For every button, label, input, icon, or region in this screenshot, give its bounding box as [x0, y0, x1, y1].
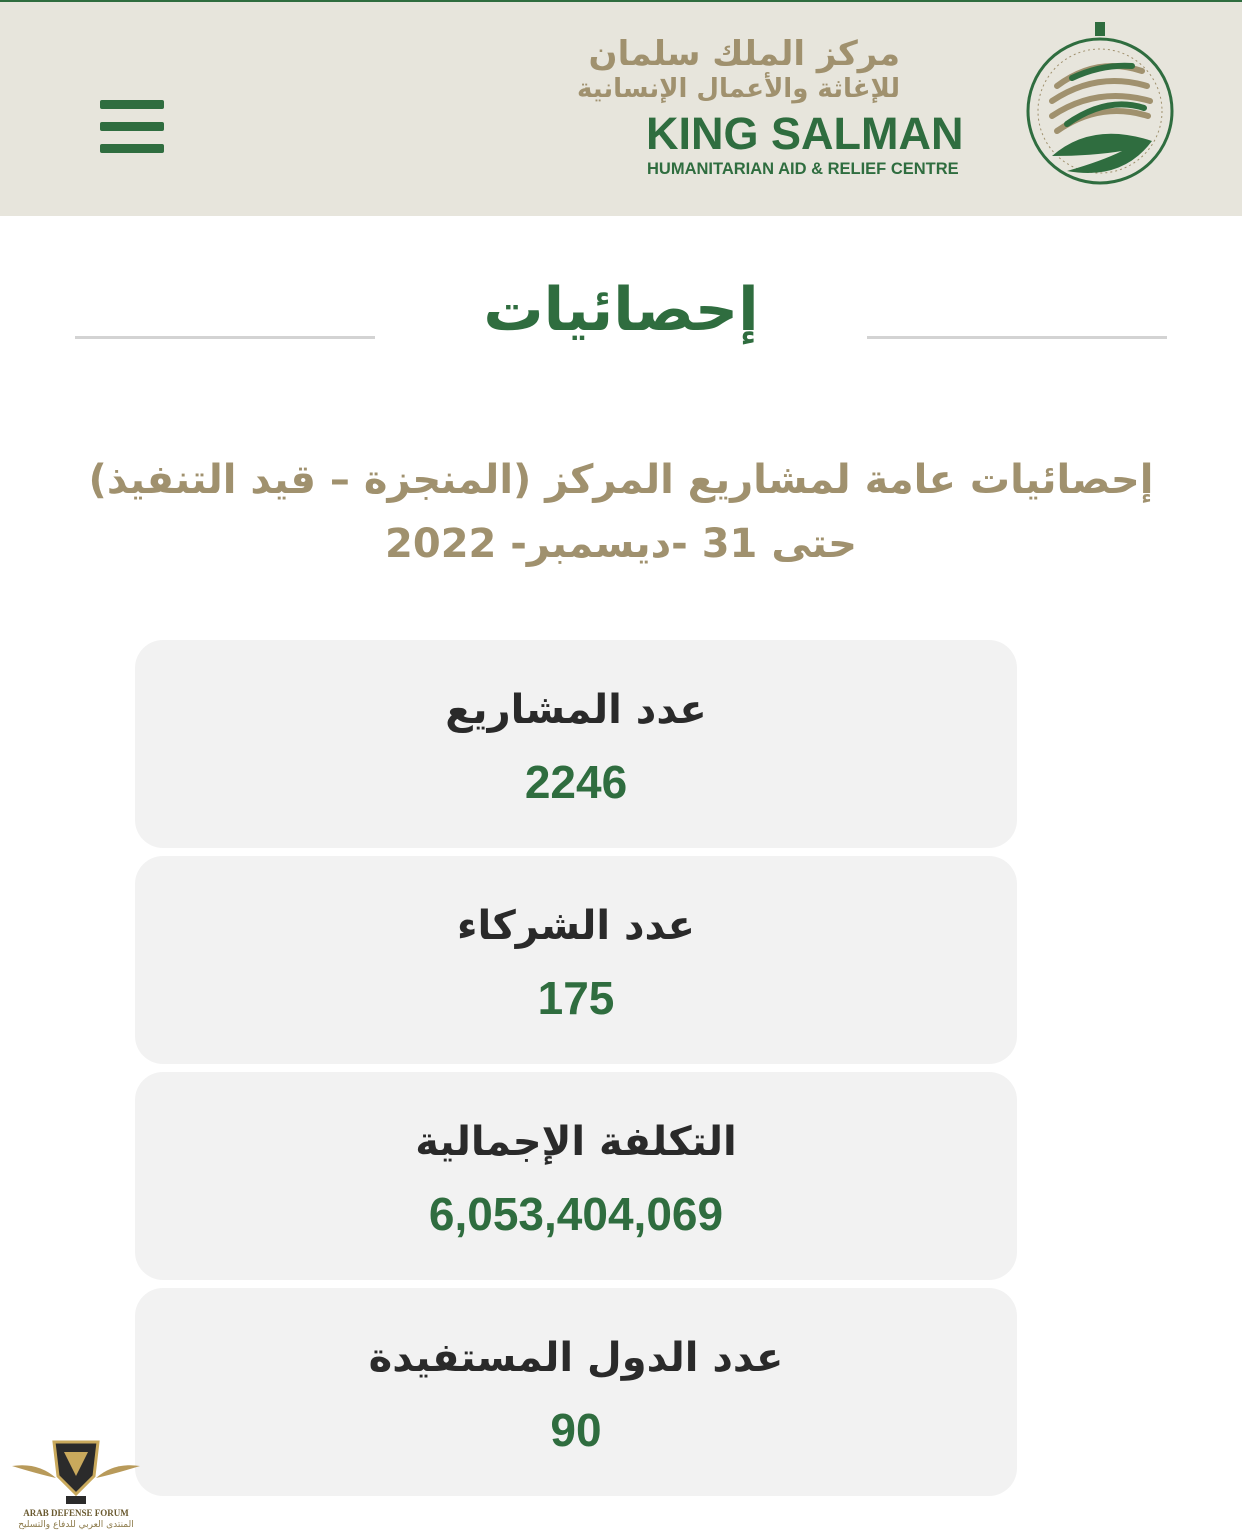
- menu-bar-middle: [100, 122, 164, 131]
- stat-label: عدد الدول المستفيدة: [368, 1335, 784, 1381]
- stat-card-total-cost: [135, 1072, 1017, 1280]
- stat-label: عدد المشاريع: [445, 687, 707, 733]
- logo-english-tagline: HUMANITARIAN AID & RELIEF CENTRE: [647, 160, 959, 178]
- stat-label: عدد الشركاء: [457, 903, 695, 949]
- stat-value: 90: [550, 1404, 602, 1456]
- logo-arabic-tagline: للإغاثة والأعمال الإنسانية: [576, 74, 900, 104]
- menu-bar-bottom: [100, 144, 164, 153]
- page-title: إحصائيات: [483, 275, 759, 345]
- stat-label: التكلفة الإجمالية: [415, 1119, 737, 1165]
- section-subtitle: إحصائيات عامة لمشاريع المركز (المنجزة – قيد التنفيذ) حتى 31 -ديسمبر- 2022: [88, 457, 1154, 567]
- ksrelief-emblem-icon: [1012, 16, 1182, 196]
- site-header: [0, 0, 1242, 216]
- watermark-english-text: ARAB DEFENSE FORUM: [23, 1508, 129, 1518]
- watermark-arabic-text: المنتدى العربي للدفاع والتسليح: [18, 1520, 134, 1530]
- hamburger-menu-icon[interactable]: [100, 100, 166, 156]
- stat-value: 2246: [524, 756, 628, 808]
- arab-defense-forum-logo-icon: [8, 1432, 144, 1508]
- site-logo[interactable]: [576, 22, 1200, 207]
- section-title-row: [0, 262, 1242, 362]
- stat-card-projects: [135, 640, 1017, 848]
- logo-arabic-name: مركز الملك سلمان: [588, 34, 900, 74]
- menu-bar-top: [100, 100, 164, 109]
- stat-value: 6,053,404,069: [428, 1188, 724, 1240]
- arab-defense-forum-watermark: [8, 1432, 144, 1536]
- stat-card-partners: [135, 856, 1017, 1064]
- logo-english-name: KING SALMAN: [646, 108, 964, 159]
- stat-card-beneficiary-countries: [135, 1288, 1017, 1496]
- stat-value: 175: [537, 972, 615, 1024]
